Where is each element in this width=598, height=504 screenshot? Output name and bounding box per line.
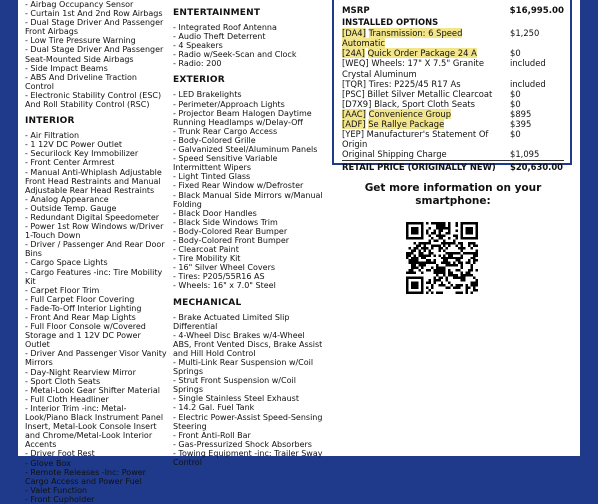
price-sticker-box: [332, 0, 572, 173]
option-row: [342, 119, 564, 129]
option-code: [DA4]: [342, 28, 366, 39]
total-separator: [342, 160, 564, 161]
exterior-feature-item: - Projector Beam Halogen Daytime Running Headlamps w/Delay-Off: [173, 108, 312, 127]
option-code: [AAC]: [342, 108, 366, 119]
mechanical-feature-item: - Front Anti-Roll Bar: [173, 430, 251, 440]
interior-feature-item: - Day-Night Rearview Mirror: [25, 367, 136, 377]
exterior-feature-item: - Body-Colored Grille: [173, 135, 256, 145]
msrp-value: $16,995.00: [509, 6, 564, 16]
interior-feature-item: - Manual Anti-Whiplash Adjustable Front Head Restraints and Manual Adjustable Rear Head Restraints: [25, 167, 162, 195]
interior-feature-item: - Carpet Floor Trim: [25, 285, 100, 295]
option-row: [342, 89, 564, 99]
entertainment-feature-item: - Integrated Roof Antenna: [173, 23, 277, 32]
option-name: Manufacturer's Statement Of Origin: [342, 129, 489, 150]
exterior-feature-item: - Tires: P205/55R16 AS: [173, 272, 265, 282]
safety-feature-item: - Electronic Stability Control (ESC) And Roll Stability Control (RSC): [25, 90, 162, 110]
entertainment-feature-item: - Radio: 200: [173, 59, 222, 69]
interior-feature-item: - Outside Temp. Gauge: [25, 203, 117, 213]
interior-feature-item: - Securilock Key Immobilizer: [25, 149, 139, 159]
mechanical-feature-item: - 14.2 Gal. Fuel Tank: [173, 403, 255, 413]
safety-list: [25, 0, 167, 109]
more-info-text: Get more information on your smartphone:: [364, 182, 542, 207]
entertainment-heading: ENTERTAINMENT: [173, 8, 261, 18]
qr-code[interactable]: [406, 222, 478, 294]
option-description: [342, 28, 510, 48]
interior-feature-item: - Cargo Space Lights: [25, 258, 108, 268]
safety-feature-item: - Dual Stage Driver And Passenger Front Airbags: [25, 18, 164, 37]
interior-heading: INTERIOR: [25, 116, 75, 127]
interior-feature-item: - Glove Box: [25, 458, 71, 468]
exterior-feature-item: - Speed Sensitive Variable Intermittent Wipers: [173, 154, 278, 173]
option-row: [342, 129, 564, 149]
exterior-feature-item: - Body-Colored Front Bumper: [173, 235, 290, 245]
exterior-feature-item: - Body-Colored Rear Bumper: [173, 226, 288, 236]
exterior-list: [173, 90, 323, 290]
mechanical-feature-item: - Gas-Pressurized Shock Absorbers: [173, 439, 312, 449]
entertainment-feature-item: - 4 Speakers: [173, 41, 223, 51]
option-row: [342, 109, 564, 119]
exterior-feature-item: - Galvanized Steel/Aluminum Panels: [173, 145, 318, 155]
option-price: $1,250: [510, 28, 540, 39]
interior-feature-item: - Driver Foot Rest: [25, 449, 95, 459]
interior-feature-item: - Interior Trim -inc: Metal-Look/Piano Black Instrument Panel Insert, Metal-Look Console Insert and Chrome/Metal-Look Interior Accents: [25, 403, 164, 450]
safety-feature-item: - ABS And Driveline Traction Control: [25, 72, 137, 91]
option-description: [342, 119, 510, 129]
mechanical-feature-item: - Towing Equipment -inc: Trailer Sway Control: [173, 448, 323, 468]
option-code: [D7X9]: [342, 98, 372, 109]
interior-feature-item: - Redundant Digital Speedometer: [25, 212, 160, 222]
option-price: $0: [510, 88, 521, 99]
option-code: [24A]: [342, 48, 365, 59]
entertainment-feature-item: - Audio Theft Deterrent: [173, 32, 266, 42]
option-description: [342, 89, 510, 99]
safety-feature-item: - Dual Stage Driver And Passenger Seat-Mounted Side Airbags: [25, 45, 164, 64]
option-row: [342, 28, 564, 48]
interior-feature-item: - Full Floor Console w/Covered Storage and 1 12V DC Power Outlet: [25, 322, 146, 350]
column-safety-interior: [25, 0, 167, 504]
safety-feature-item: - Side Impact Beams: [25, 63, 108, 73]
msrp-label: MSRP: [342, 6, 370, 16]
exterior-feature-item: - Black Manual Side Mirrors w/Manual Folding: [173, 190, 323, 209]
exterior-feature-item: - Black Door Handles: [173, 208, 257, 218]
msrp-row: [342, 6, 564, 16]
interior-feature-item: - Sport Cloth Seats: [25, 376, 101, 386]
exterior-feature-item: - Light Tinted Glass: [173, 172, 251, 182]
exterior-feature-item: - Fixed Rear Window w/Defroster: [173, 181, 304, 191]
option-description: [342, 109, 510, 119]
option-row: [342, 149, 564, 159]
exterior-feature-item: - Trunk Rear Cargo Access: [173, 126, 278, 136]
installed-options-heading: INSTALLED OPTIONS: [342, 17, 439, 28]
option-price: $0: [510, 48, 521, 59]
retail-price-label: RETAIL PRICE (ORIGINALLY NEW): [342, 162, 496, 173]
interior-feature-item: - Metal-Look Gear Shifter Material: [25, 385, 160, 395]
option-price: $895: [510, 108, 532, 119]
option-name: Black, Sport Cloth Seats: [374, 98, 475, 109]
entertainment-feature-item: - Radio w/Seek-Scan and Clock: [173, 50, 297, 60]
interior-feature-item: - Air Filtration: [25, 131, 80, 141]
option-price: included: [510, 58, 546, 69]
option-price: included: [510, 78, 546, 89]
mechanical-list: [173, 313, 323, 468]
mechanical-feature-item: - Multi-Link Rear Suspension w/Coil Springs: [173, 358, 314, 377]
option-name: Convenience Group: [368, 108, 452, 119]
safety-feature-item: - Airbag Occupancy Sensor: [25, 0, 134, 9]
exterior-heading: EXTERIOR: [173, 75, 225, 86]
mechanical-feature-item: - 4-Wheel Disc Brakes w/4-Wheel ABS, Front Vented Discs, Brake Assist and Hill Hold Control: [173, 330, 323, 358]
option-description: [342, 99, 510, 109]
option-description: [342, 149, 510, 159]
interior-feature-item: - 1 12V DC Power Outlet: [25, 140, 123, 150]
interior-feature-item: - Fade-To-Off Interior Lighting: [25, 303, 142, 313]
option-name: Original Shipping Charge: [342, 149, 447, 160]
option-row: [342, 58, 564, 78]
exterior-feature-item: - Black Side Windows Trim: [173, 217, 278, 227]
safety-feature-item: - Curtain 1st And 2nd Row Airbags: [25, 9, 163, 19]
option-code: [YEP]: [342, 129, 364, 140]
exterior-feature-item: - LED Brakelights: [173, 90, 242, 100]
options-list: [342, 28, 564, 159]
interior-feature-item: - Cargo Features -inc: Tire Mobility Kit: [25, 267, 163, 286]
mechanical-feature-item: - Strut Front Suspension w/Coil Springs: [173, 376, 296, 395]
mechanical-feature-item: - Single Stainless Steel Exhaust: [173, 394, 299, 404]
exterior-feature-item: - Clearcoat Paint: [173, 245, 239, 255]
exterior-feature-item: - Perimeter/Approach Lights: [173, 99, 285, 109]
mechanical-feature-item: - Electric Power-Assist Speed-Sensing Steering: [173, 412, 323, 431]
option-price: $1,095: [510, 149, 540, 160]
interior-list: [25, 131, 167, 504]
option-row: [342, 99, 564, 109]
interior-feature-item: - Driver And Passenger Visor Vanity Mirrors: [25, 349, 167, 368]
retail-price-value: $20,630.00: [510, 162, 563, 173]
option-description: [342, 48, 510, 58]
option-description: [342, 58, 510, 78]
option-row: [342, 79, 564, 89]
mechanical-feature-item: - Brake Actuated Limited Slip Differential: [173, 312, 290, 331]
interior-feature-item: - Power 1st Row Windows w/Driver 1-Touch Down: [25, 222, 164, 241]
option-name: Wheels: 17" X 7.5" Granite Crystal Aluminum: [342, 58, 484, 79]
interior-feature-item: - Full Carpet Floor Covering: [25, 294, 135, 304]
interior-feature-item: - Front Center Armrest: [25, 158, 115, 168]
interior-feature-item: - Valet Function: [25, 485, 88, 495]
option-code: [TQR]: [342, 78, 367, 89]
option-name: Transmission: 6 Speed Automatic: [342, 28, 463, 49]
mechanical-heading: MECHANICAL: [173, 297, 242, 308]
retail-price-row: [342, 162, 564, 172]
option-name: Billet Silver Metallic Clearcoat: [367, 88, 493, 99]
option-name: Tires: P225/45 R17 As: [368, 78, 461, 89]
option-name: Se Rallye Package: [368, 119, 445, 130]
option-description: [342, 79, 510, 89]
option-price: $0: [510, 129, 521, 140]
interior-feature-item: - Front Cupholder: [25, 494, 95, 504]
option-price: $395: [510, 119, 532, 130]
window-sticker-page: [18, 0, 580, 504]
interior-feature-item: - Front And Rear Map Lights: [25, 313, 136, 322]
option-price: $0: [510, 98, 521, 109]
option-description: [342, 129, 510, 149]
option-code: [WEQ]: [342, 58, 369, 69]
exterior-feature-item: - 16" Silver Wheel Covers: [173, 263, 276, 273]
interior-feature-item: - Analog Appearance: [25, 194, 109, 204]
option-code: [ADF]: [342, 119, 366, 130]
interior-feature-item: - Driver / Passenger And Rear Door Bins: [25, 240, 165, 259]
interior-feature-item: - Full Cloth Headliner: [25, 394, 109, 404]
interior-feature-item: - Remote Releases -Inc: Power Cargo Access and Power Fuel: [25, 467, 146, 486]
safety-feature-item: - Low Tire Pressure Warning: [25, 36, 136, 46]
exterior-feature-item: - Tire Mobility Kit: [173, 254, 241, 264]
exterior-feature-item: - Wheels: 16" x 7.0" Steel: [173, 281, 276, 291]
entertainment-list: [173, 23, 323, 68]
option-code: [PSC]: [342, 88, 365, 99]
column-entertainment-exterior-mechanical: [173, 0, 323, 467]
option-row: [342, 48, 564, 58]
option-name: Quick Order Package 24 A: [367, 48, 477, 59]
